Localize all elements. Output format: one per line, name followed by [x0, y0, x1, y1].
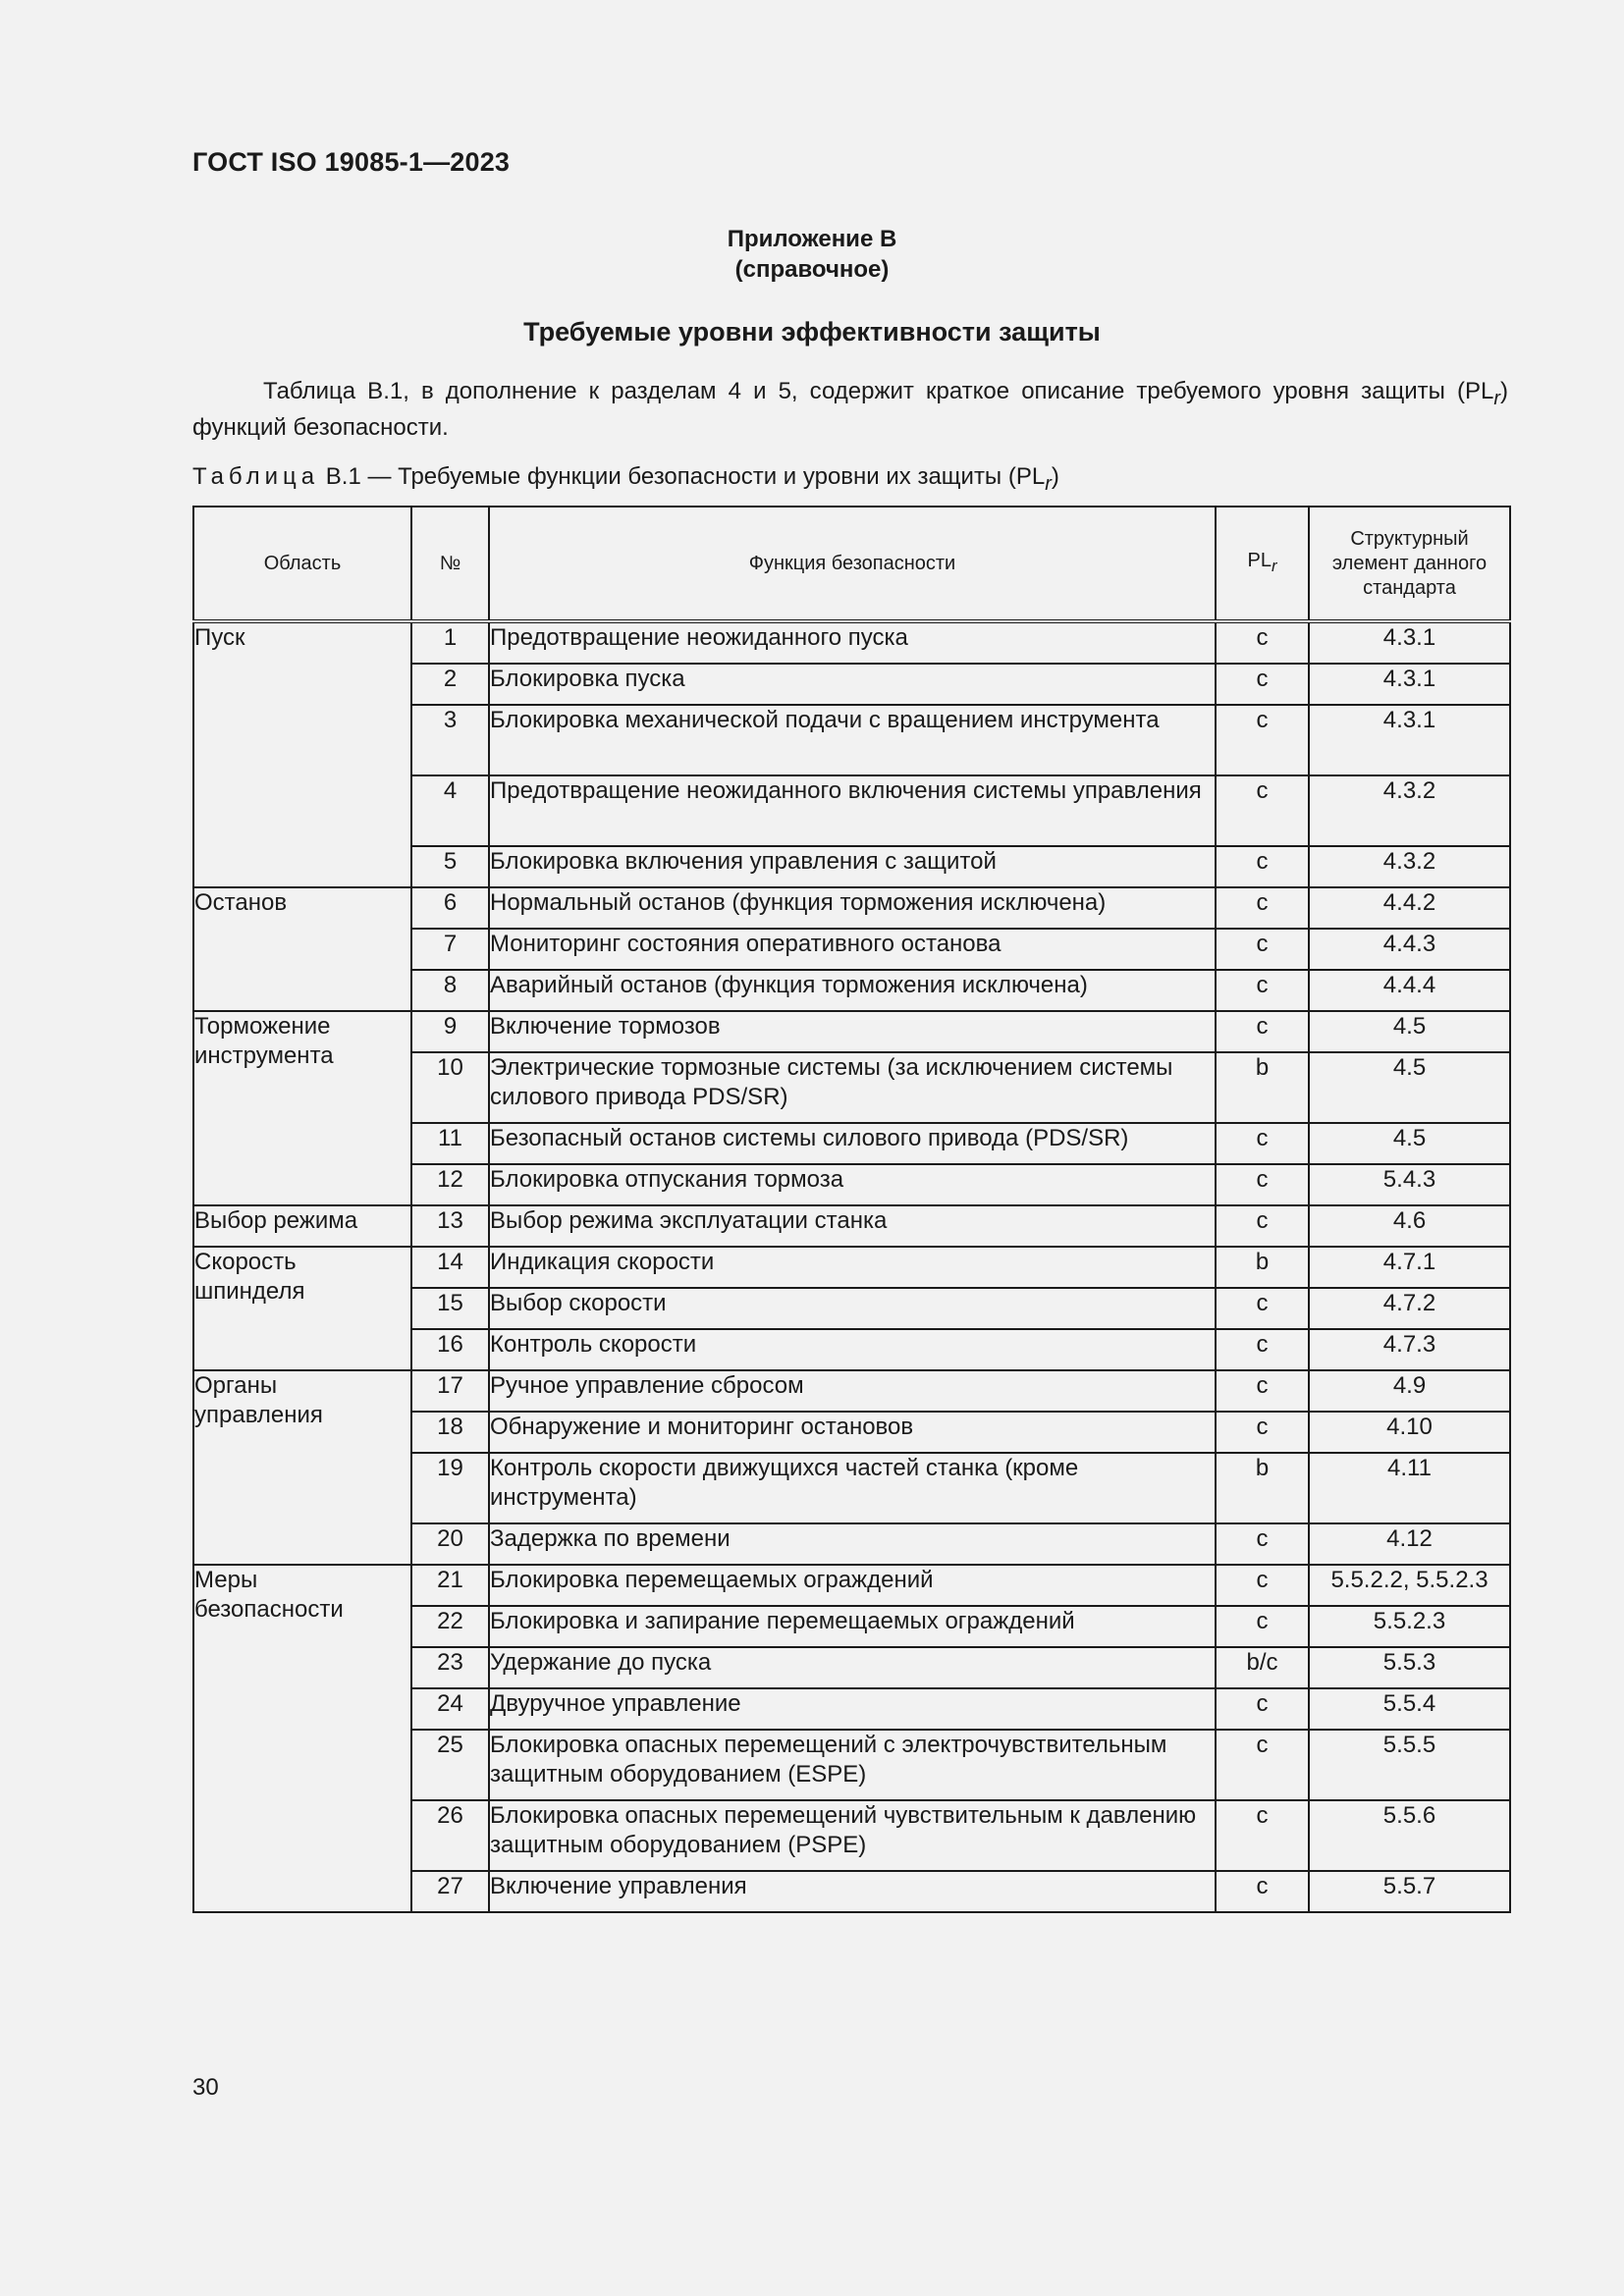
- number-cell: 12: [411, 1164, 489, 1205]
- caption-label: Таблица: [192, 463, 320, 490]
- function-cell: Нормальный останов (функция торможения исключена): [489, 887, 1216, 929]
- pl-cell: c: [1216, 1412, 1309, 1453]
- number-cell: 3: [411, 705, 489, 775]
- function-cell: Ручное управление сбросом: [489, 1370, 1216, 1412]
- element-cell: 5.4.3: [1309, 1164, 1510, 1205]
- caption-text: B.1 — Требуемые функции безопасности и уровни их защиты (PL: [319, 463, 1046, 490]
- function-cell: Обнаружение и мониторинг остановов: [489, 1412, 1216, 1453]
- number-cell: 4: [411, 775, 489, 846]
- pl-cell: c: [1216, 1606, 1309, 1647]
- element-cell: 4.10: [1309, 1412, 1510, 1453]
- number-cell: 16: [411, 1329, 489, 1370]
- pl-cell: b: [1216, 1247, 1309, 1288]
- table-row: [193, 1370, 1510, 1412]
- page-number: 30: [192, 2074, 219, 2101]
- element-cell: 4.3.1: [1309, 664, 1510, 705]
- number-cell: 23: [411, 1647, 489, 1688]
- element-cell: 4.9: [1309, 1370, 1510, 1412]
- function-cell: Включение управления: [489, 1871, 1216, 1912]
- pl-cell: c: [1216, 1288, 1309, 1329]
- function-cell: Блокировка опасных перемещений с электрочувствительным защитным оборудованием (ESPE): [489, 1730, 1216, 1800]
- number-cell: 24: [411, 1688, 489, 1730]
- pl-cell: c: [1216, 1688, 1309, 1730]
- table-row: [193, 1205, 1510, 1247]
- table-row: [193, 1565, 1510, 1606]
- element-cell: 4.3.2: [1309, 846, 1510, 887]
- number-cell: 17: [411, 1370, 489, 1412]
- table-header-row: [193, 507, 1510, 621]
- caption-pl-subscript: r: [1045, 472, 1052, 495]
- section-title: Требуемые уровни эффективности защиты: [523, 317, 1101, 347]
- function-cell: Блокировка механической подачи с вращением инструмента: [489, 705, 1216, 775]
- function-cell: Выбор скорости: [489, 1288, 1216, 1329]
- element-cell: 5.5.6: [1309, 1800, 1510, 1871]
- number-cell: 1: [411, 621, 489, 664]
- area-cell: Выбор режима: [193, 1205, 411, 1247]
- pl-cell: c: [1216, 621, 1309, 664]
- header-element: Структурный элемент данного стандарта: [1309, 507, 1510, 621]
- element-cell: 5.5.2.3: [1309, 1606, 1510, 1647]
- element-cell: 4.5: [1309, 1052, 1510, 1123]
- pl-cell: c: [1216, 1800, 1309, 1871]
- number-cell: 19: [411, 1453, 489, 1523]
- header-number: №: [411, 507, 489, 621]
- element-cell: 4.5: [1309, 1123, 1510, 1164]
- pl-cell: c: [1216, 1011, 1309, 1052]
- function-cell: Блокировка и запирание перемещаемых ограждений: [489, 1606, 1216, 1647]
- element-cell: 5.5.4: [1309, 1688, 1510, 1730]
- number-cell: 6: [411, 887, 489, 929]
- area-cell: Скорость шпинделя: [193, 1247, 411, 1370]
- pl-cell: c: [1216, 1123, 1309, 1164]
- header-area: Область: [193, 507, 411, 621]
- document-code: ГОСТ ISO 19085-1—2023: [192, 147, 511, 177]
- pl-cell: c: [1216, 664, 1309, 705]
- function-cell: Мониторинг состояния оперативного останова: [489, 929, 1216, 970]
- function-cell: Блокировка включения управления с защитой: [489, 846, 1216, 887]
- area-cell: Меры безопасности: [193, 1565, 411, 1912]
- table-body: [193, 621, 1510, 1912]
- pl-cell: b: [1216, 1052, 1309, 1123]
- function-cell: Задержка по времени: [489, 1523, 1216, 1565]
- element-cell: 4.7.3: [1309, 1329, 1510, 1370]
- element-cell: 4.12: [1309, 1523, 1510, 1565]
- table-row: [193, 1247, 1510, 1288]
- function-cell: Предотвращение неожиданного пуска: [489, 621, 1216, 664]
- number-cell: 25: [411, 1730, 489, 1800]
- pl-cell: c: [1216, 1565, 1309, 1606]
- number-cell: 26: [411, 1800, 489, 1871]
- pl-cell: c: [1216, 1523, 1309, 1565]
- area-cell: Пуск: [193, 621, 411, 887]
- function-cell: Блокировка отпускания тормоза: [489, 1164, 1216, 1205]
- element-cell: 5.5.2.2, 5.5.2.3: [1309, 1565, 1510, 1606]
- element-cell: 4.5: [1309, 1011, 1510, 1052]
- element-cell: 4.7.1: [1309, 1247, 1510, 1288]
- number-cell: 15: [411, 1288, 489, 1329]
- number-cell: 9: [411, 1011, 489, 1052]
- number-cell: 10: [411, 1052, 489, 1123]
- area-cell: Органы управления: [193, 1370, 411, 1565]
- function-cell: Удержание до пуска: [489, 1647, 1216, 1688]
- area-cell: Останов: [193, 887, 411, 1011]
- table-row: [193, 887, 1510, 929]
- pl-cell: c: [1216, 705, 1309, 775]
- pl-cell: c: [1216, 1871, 1309, 1912]
- function-cell: Блокировка перемещаемых ограждений: [489, 1565, 1216, 1606]
- header-pl-text: PL: [1247, 550, 1272, 571]
- element-cell: 4.11: [1309, 1453, 1510, 1523]
- function-cell: Контроль скорости: [489, 1329, 1216, 1370]
- pl-cell: c: [1216, 929, 1309, 970]
- function-cell: Индикация скорости: [489, 1247, 1216, 1288]
- table-caption: [192, 463, 1059, 496]
- element-cell: 4.3.1: [1309, 621, 1510, 664]
- caption-close: ): [1051, 463, 1059, 490]
- element-cell: 4.6: [1309, 1205, 1510, 1247]
- safety-functions-table: [192, 506, 1511, 1913]
- header-pl: [1216, 507, 1309, 621]
- function-cell: Включение тормозов: [489, 1011, 1216, 1052]
- number-cell: 8: [411, 970, 489, 1011]
- number-cell: 22: [411, 1606, 489, 1647]
- pl-cell: c: [1216, 1730, 1309, 1800]
- pl-cell: b: [1216, 1453, 1309, 1523]
- element-cell: 4.3.2: [1309, 775, 1510, 846]
- function-cell: Контроль скорости движущихся частей станка (кроме инструмента): [489, 1453, 1216, 1523]
- pl-cell: c: [1216, 1164, 1309, 1205]
- header-function: Функция безопасности: [489, 507, 1216, 621]
- pl-cell: c: [1216, 887, 1309, 929]
- element-cell: 4.7.2: [1309, 1288, 1510, 1329]
- intro-text-end: ) функций безопасности.: [192, 378, 1508, 441]
- table-row: [193, 1011, 1510, 1052]
- pl-cell: c: [1216, 1205, 1309, 1247]
- appendix-type: (справочное): [734, 256, 890, 283]
- pl-cell: c: [1216, 846, 1309, 887]
- number-cell: 27: [411, 1871, 489, 1912]
- number-cell: 11: [411, 1123, 489, 1164]
- element-cell: 5.5.5: [1309, 1730, 1510, 1800]
- number-cell: 13: [411, 1205, 489, 1247]
- element-cell: 4.4.3: [1309, 929, 1510, 970]
- element-cell: 4.4.2: [1309, 887, 1510, 929]
- intro-paragraph: [192, 377, 1508, 443]
- pl-cell: c: [1216, 970, 1309, 1011]
- number-cell: 18: [411, 1412, 489, 1453]
- function-cell: Выбор режима эксплуатации станка: [489, 1205, 1216, 1247]
- pl-cell: c: [1216, 1329, 1309, 1370]
- function-cell: Электрические тормозные системы (за исключением системы силового привода PDS/SR): [489, 1052, 1216, 1123]
- element-cell: 4.3.1: [1309, 705, 1510, 775]
- function-cell: Блокировка пуска: [489, 664, 1216, 705]
- appendix-title: Приложение B: [727, 226, 897, 252]
- function-cell: Блокировка опасных перемещений чувствительным к давлению защитным оборудованием (PSPE): [489, 1800, 1216, 1871]
- function-cell: Безопасный останов системы силового привода (PDS/SR): [489, 1123, 1216, 1164]
- pl-cell: b/c: [1216, 1647, 1309, 1688]
- intro-text-start: Таблица B.1, в дополнение к разделам 4 и 5, содержит краткое описание требуемого уровня защиты (PL: [263, 378, 1494, 404]
- intro-pl-subscript: r: [1493, 387, 1500, 409]
- number-cell: 7: [411, 929, 489, 970]
- number-cell: 5: [411, 846, 489, 887]
- area-cell: Торможение инструмента: [193, 1011, 411, 1205]
- function-cell: Аварийный останов (функция торможения исключена): [489, 970, 1216, 1011]
- header-pl-subscript: r: [1271, 557, 1277, 575]
- element-cell: 5.5.3: [1309, 1647, 1510, 1688]
- pl-cell: c: [1216, 1370, 1309, 1412]
- number-cell: 21: [411, 1565, 489, 1606]
- element-cell: 4.4.4: [1309, 970, 1510, 1011]
- number-cell: 20: [411, 1523, 489, 1565]
- function-cell: Двуручное управление: [489, 1688, 1216, 1730]
- table-row: [193, 621, 1510, 664]
- number-cell: 14: [411, 1247, 489, 1288]
- number-cell: 2: [411, 664, 489, 705]
- pl-cell: c: [1216, 775, 1309, 846]
- function-cell: Предотвращение неожиданного включения системы управления: [489, 775, 1216, 846]
- element-cell: 5.5.7: [1309, 1871, 1510, 1912]
